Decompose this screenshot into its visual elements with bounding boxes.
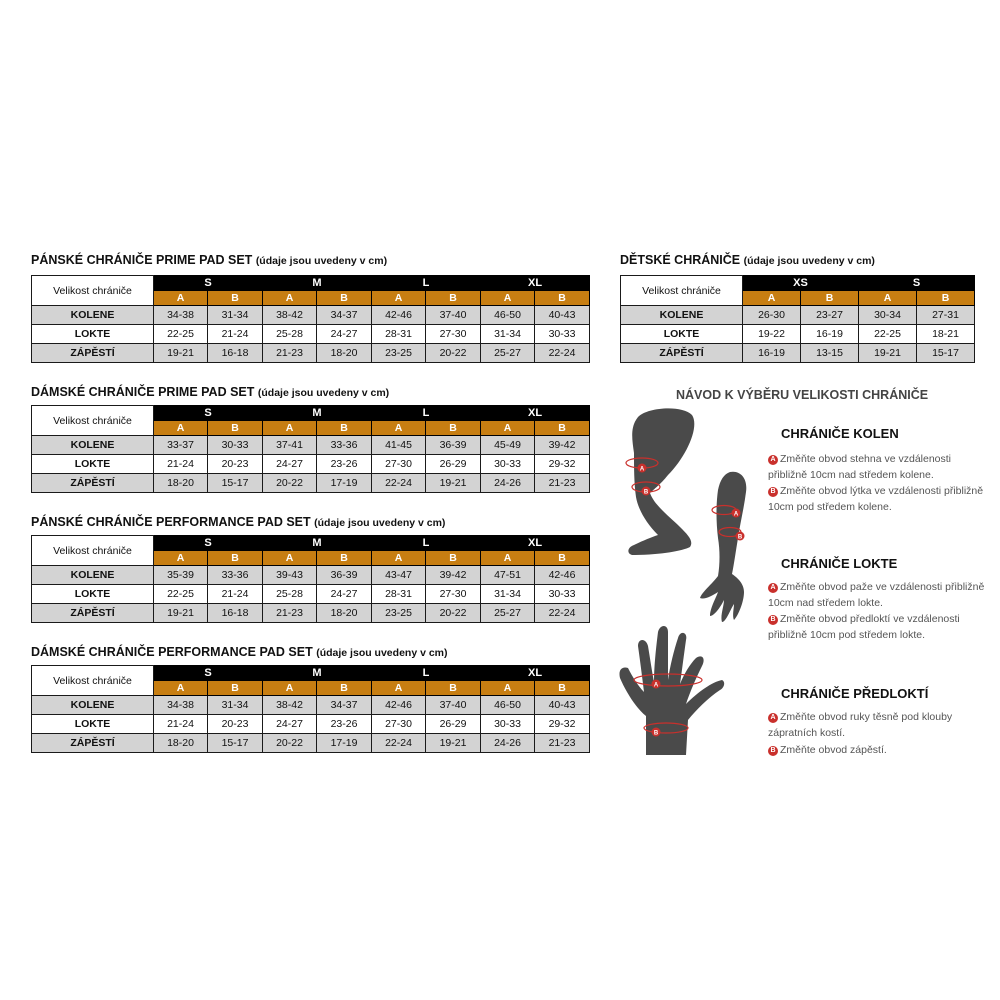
measure-point-header: A (481, 291, 535, 306)
table-cell: 27-30 (372, 455, 426, 474)
size-header: S (154, 536, 263, 551)
measure-point-header: B (317, 421, 372, 436)
table-cell: 17-19 (317, 474, 372, 493)
size-header: L (372, 536, 481, 551)
table-cell: 19-21 (426, 474, 481, 493)
table-cell: 27-31 (917, 306, 975, 325)
table-cell: 15-17 (208, 734, 263, 753)
measure-point-header: A (263, 551, 317, 566)
table-cell: 26-30 (743, 306, 801, 325)
row-label: ZÁPĚSTÍ (32, 344, 154, 363)
table-cell: 30-33 (481, 455, 535, 474)
measure-point-header: B (426, 681, 481, 696)
table-title-text: DÁMSKÉ CHRÁNIČE PERFORMANCE PAD SET (31, 645, 313, 659)
hand-illustration (616, 620, 728, 760)
table-title-text: DÁMSKÉ CHRÁNIČE PRIME PAD SET (31, 385, 255, 399)
table-cell: 34-37 (317, 306, 372, 325)
table-cell: 40-43 (535, 306, 590, 325)
measure-point-header: A (859, 291, 917, 306)
table-row (32, 455, 590, 474)
table-cell: 17-19 (317, 734, 372, 753)
table-cell: 27-30 (426, 325, 481, 344)
table-row (32, 474, 590, 493)
table-row (32, 566, 590, 585)
guide-instruction-text: Změňte obvod ruky těsně pod klouby zápratních kostí. (768, 711, 953, 739)
size-table (31, 535, 590, 623)
table-cell: 24-27 (317, 585, 372, 604)
table-title (620, 253, 875, 267)
table-cell: 24-26 (481, 474, 535, 493)
measure-point-badge-icon: B (768, 487, 778, 497)
table-cell: 33-37 (154, 436, 208, 455)
table-cell: 22-25 (859, 325, 917, 344)
size-label-cell: Velikost chrániče (32, 666, 154, 696)
table-cell: 18-20 (317, 604, 372, 623)
table-cell: 36-39 (317, 566, 372, 585)
table-cell: 42-46 (372, 696, 426, 715)
table-cell: 19-21 (426, 734, 481, 753)
table-cell: 19-21 (859, 344, 917, 363)
table-row (32, 585, 590, 604)
table-cell: 31-34 (208, 306, 263, 325)
table-title (31, 645, 448, 659)
table-cell: 41-45 (372, 436, 426, 455)
svg-text:B: B (653, 730, 659, 737)
measure-point-header: B (317, 551, 372, 566)
table-cell: 13-15 (801, 344, 859, 363)
table-cell: 18-21 (917, 325, 975, 344)
table-cell: 21-24 (208, 585, 263, 604)
table-cell: 22-24 (535, 604, 590, 623)
table-title-text: PÁNSKÉ CHRÁNIČE PRIME PAD SET (31, 253, 253, 267)
table-cell: 30-33 (535, 585, 590, 604)
size-table (31, 665, 590, 753)
table-cell: 21-24 (154, 715, 208, 734)
table-title-note: (údaje jsou uvedeny v cm) (257, 387, 390, 399)
table-cell: 26-29 (426, 715, 481, 734)
table-cell: 27-30 (372, 715, 426, 734)
measure-point-header: A (154, 421, 208, 436)
table-cell: 25-28 (263, 585, 317, 604)
measure-point-badge-icon: A (768, 583, 778, 593)
table-cell: 35-39 (154, 566, 208, 585)
table-cell: 30-34 (859, 306, 917, 325)
table-row (621, 325, 975, 344)
row-label: ZÁPĚSTÍ (32, 734, 154, 753)
size-header: XS (743, 276, 859, 291)
measure-point-header: B (535, 681, 590, 696)
table-cell: 39-43 (263, 566, 317, 585)
guide-instruction-text: Změňte obvod lýtka ve vzdálenosti přibližně 10cm pod středem kolene. (768, 485, 984, 513)
table-cell: 47-51 (481, 566, 535, 585)
measure-point-header: B (426, 291, 481, 306)
table-cell: 31-34 (481, 325, 535, 344)
table-row (32, 734, 590, 753)
size-table (620, 275, 975, 363)
size-header: M (263, 666, 372, 681)
table-cell: 37-40 (426, 696, 481, 715)
table-title (31, 385, 389, 399)
size-header: XL (481, 536, 590, 551)
table-cell: 21-23 (263, 604, 317, 623)
guide-section-heading: CHRÁNIČE PŘEDLOKTÍ (781, 686, 929, 701)
table-cell: 22-24 (372, 734, 426, 753)
svg-text:A: A (653, 682, 659, 689)
table-cell: 20-23 (208, 455, 263, 474)
measure-point-header: B (208, 681, 263, 696)
table-title-text: DĚTSKÉ CHRÁNIČE (620, 253, 741, 267)
guide-instruction (768, 742, 993, 758)
size-header: XL (481, 406, 590, 421)
table-cell: 18-20 (154, 734, 208, 753)
table-cell: 21-23 (535, 734, 590, 753)
size-header: L (372, 276, 481, 291)
size-header: M (263, 536, 372, 551)
arm-illustration (690, 468, 760, 628)
table-cell: 42-46 (372, 306, 426, 325)
table-row (621, 306, 975, 325)
table-cell: 31-34 (481, 585, 535, 604)
table-cell: 34-37 (317, 696, 372, 715)
svg-text:B: B (737, 534, 743, 541)
guide-instruction (768, 579, 993, 611)
table-cell: 21-23 (263, 344, 317, 363)
row-label: LOKTE (32, 715, 154, 734)
table-cell: 36-39 (426, 436, 481, 455)
svg-text:A: A (639, 466, 645, 473)
size-header: M (263, 406, 372, 421)
table-cell: 23-25 (372, 604, 426, 623)
row-label: ZÁPĚSTÍ (621, 344, 743, 363)
table-cell: 15-17 (208, 474, 263, 493)
measure-point-header: B (426, 551, 481, 566)
table-cell: 23-26 (317, 455, 372, 474)
table-cell: 19-21 (154, 604, 208, 623)
table-cell: 20-23 (208, 715, 263, 734)
measure-point-header: B (917, 291, 975, 306)
table-cell: 26-29 (426, 455, 481, 474)
table-cell: 28-31 (372, 325, 426, 344)
row-label: KOLENE (32, 566, 154, 585)
measure-point-header: A (372, 681, 426, 696)
guide-instruction (768, 451, 993, 483)
table-cell: 34-38 (154, 306, 208, 325)
table-cell: 16-18 (208, 604, 263, 623)
size-table (31, 405, 590, 493)
row-label: LOKTE (32, 325, 154, 344)
table-cell: 34-38 (154, 696, 208, 715)
table-cell: 30-33 (535, 325, 590, 344)
table-title (31, 515, 445, 529)
table-cell: 18-20 (154, 474, 208, 493)
table-title-note: (údaje jsou uvedeny v cm) (314, 517, 446, 529)
measure-point-badge-icon: B (768, 746, 778, 756)
table-cell: 24-27 (263, 455, 317, 474)
table-row (32, 344, 590, 363)
table-cell: 37-40 (426, 306, 481, 325)
table-title-note: (údaje jsou uvedeny v cm) (743, 255, 875, 267)
measure-point-header: A (154, 551, 208, 566)
table-row (32, 604, 590, 623)
guide-instruction (768, 709, 993, 741)
size-header: XL (481, 666, 590, 681)
size-header: M (263, 276, 372, 291)
table-cell: 39-42 (535, 436, 590, 455)
guide-instruction (768, 611, 993, 643)
table-cell: 21-24 (154, 455, 208, 474)
table-cell: 24-27 (263, 715, 317, 734)
size-header: S (859, 276, 975, 291)
table-cell: 20-22 (263, 474, 317, 493)
measure-point-badge-icon: A (768, 713, 778, 723)
guide-instruction-text: Změňte obvod zápěstí. (780, 744, 887, 756)
guide-section-heading: CHRÁNIČE LOKTE (781, 556, 898, 571)
guide-section-heading: CHRÁNIČE KOLEN (781, 426, 899, 441)
table-cell: 23-26 (317, 715, 372, 734)
measure-point-header: A (263, 291, 317, 306)
table-cell: 22-25 (154, 325, 208, 344)
guide-instruction-text: Změňte obvod stehna ve vzdálenosti přibližně 10cm nad středem kolene. (768, 453, 952, 481)
measure-point-header: B (535, 291, 590, 306)
table-cell: 16-19 (743, 344, 801, 363)
table-cell: 46-50 (481, 696, 535, 715)
measure-point-header: A (372, 551, 426, 566)
measure-point-header: B (426, 421, 481, 436)
size-label-cell: Velikost chrániče (32, 406, 154, 436)
table-cell: 23-27 (801, 306, 859, 325)
measure-point-header: A (743, 291, 801, 306)
guide-instruction-text: Změňte obvod paže ve vzdálenosti přibližně 10cm nad středem lokte. (768, 581, 985, 609)
table-cell: 24-27 (317, 325, 372, 344)
table-cell: 20-22 (426, 604, 481, 623)
svg-text:A: A (733, 511, 739, 518)
table-cell: 39-42 (426, 566, 481, 585)
table-cell: 30-33 (208, 436, 263, 455)
table-cell: 40-43 (535, 696, 590, 715)
table-title (31, 253, 387, 267)
row-label: LOKTE (32, 585, 154, 604)
measure-point-header: A (372, 421, 426, 436)
table-cell: 16-19 (801, 325, 859, 344)
table-cell: 16-18 (208, 344, 263, 363)
table-cell: 22-24 (535, 344, 590, 363)
svg-text:B: B (643, 489, 649, 496)
table-cell: 43-47 (372, 566, 426, 585)
table-cell: 24-26 (481, 734, 535, 753)
table-cell: 38-42 (263, 306, 317, 325)
measure-point-header: B (317, 681, 372, 696)
table-cell: 20-22 (263, 734, 317, 753)
size-header: L (372, 406, 481, 421)
table-title-text: PÁNSKÉ CHRÁNIČE PERFORMANCE PAD SET (31, 515, 311, 529)
size-header: S (154, 666, 263, 681)
table-cell: 31-34 (208, 696, 263, 715)
guide-title: NÁVOD K VÝBĚRU VELIKOSTI CHRÁNIČE (676, 388, 929, 402)
table-row (32, 436, 590, 455)
table-row (621, 344, 975, 363)
measure-point-header: B (208, 551, 263, 566)
table-cell: 18-20 (317, 344, 372, 363)
row-label: ZÁPĚSTÍ (32, 474, 154, 493)
table-row (32, 325, 590, 344)
table-cell: 25-27 (481, 344, 535, 363)
row-label: ZÁPĚSTÍ (32, 604, 154, 623)
table-cell: 37-41 (263, 436, 317, 455)
table-row (32, 696, 590, 715)
table-cell: 38-42 (263, 696, 317, 715)
measure-point-header: B (208, 291, 263, 306)
row-label: KOLENE (621, 306, 743, 325)
measure-point-badge-icon: B (768, 615, 778, 625)
row-label: LOKTE (621, 325, 743, 344)
measure-point-header: B (535, 551, 590, 566)
table-cell: 19-21 (154, 344, 208, 363)
table-cell: 28-31 (372, 585, 426, 604)
size-label-cell: Velikost chrániče (32, 276, 154, 306)
table-cell: 45-49 (481, 436, 535, 455)
measure-point-header: A (481, 551, 535, 566)
table-cell: 19-22 (743, 325, 801, 344)
table-title-note: (údaje jsou uvedeny v cm) (316, 647, 448, 659)
table-cell: 42-46 (535, 566, 590, 585)
table-cell: 15-17 (917, 344, 975, 363)
table-cell: 29-32 (535, 455, 590, 474)
measure-point-header: A (481, 681, 535, 696)
guide-instruction (768, 483, 993, 515)
table-cell: 23-25 (372, 344, 426, 363)
table-row (32, 715, 590, 734)
measure-point-header: A (263, 681, 317, 696)
table-cell: 25-27 (481, 604, 535, 623)
table-cell: 20-22 (426, 344, 481, 363)
size-header: S (154, 406, 263, 421)
measure-point-header: B (317, 291, 372, 306)
table-cell: 21-24 (208, 325, 263, 344)
table-cell: 25-28 (263, 325, 317, 344)
table-cell: 22-25 (154, 585, 208, 604)
table-cell: 27-30 (426, 585, 481, 604)
row-label: LOKTE (32, 455, 154, 474)
table-row (32, 306, 590, 325)
measure-point-badge-icon: A (768, 455, 778, 465)
size-table (31, 275, 590, 363)
size-label-cell: Velikost chrániče (621, 276, 743, 306)
measure-point-header: A (154, 681, 208, 696)
size-header: L (372, 666, 481, 681)
size-header: XL (481, 276, 590, 291)
measure-point-header: A (263, 421, 317, 436)
measure-point-header: B (801, 291, 859, 306)
table-cell: 33-36 (208, 566, 263, 585)
row-label: KOLENE (32, 436, 154, 455)
table-cell: 21-23 (535, 474, 590, 493)
measure-point-header: B (208, 421, 263, 436)
table-cell: 29-32 (535, 715, 590, 734)
measure-point-header: A (481, 421, 535, 436)
table-cell: 46-50 (481, 306, 535, 325)
table-cell: 22-24 (372, 474, 426, 493)
table-cell: 30-33 (481, 715, 535, 734)
guide-instruction-text: Změňte obvod předloktí ve vzdálenosti přibližně 10cm pod středem lokte. (768, 613, 960, 641)
row-label: KOLENE (32, 306, 154, 325)
row-label: KOLENE (32, 696, 154, 715)
size-label-cell: Velikost chrániče (32, 536, 154, 566)
measure-point-header: A (372, 291, 426, 306)
size-header: S (154, 276, 263, 291)
table-title-note: (údaje jsou uvedeny v cm) (255, 255, 388, 267)
measure-point-header: B (535, 421, 590, 436)
table-cell: 33-36 (317, 436, 372, 455)
measure-point-header: A (154, 291, 208, 306)
